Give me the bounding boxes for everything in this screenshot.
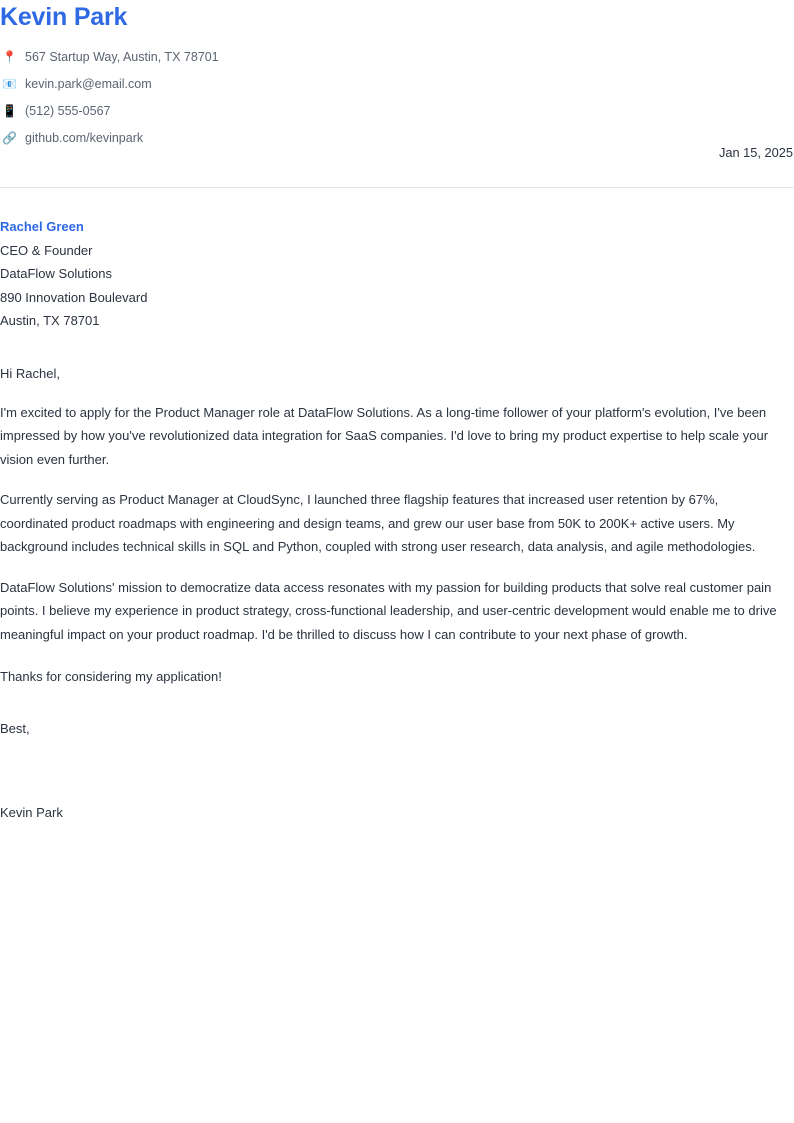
letter-header — [0, 0, 794, 188]
contact-row-address — [0, 44, 794, 71]
contact-phone-text[interactable]: (512) 555-0567 — [25, 104, 111, 118]
contact-list — [0, 44, 794, 152]
contact-row-email — [0, 71, 794, 98]
email-icon: 📧 — [2, 77, 17, 92]
contact-email-text[interactable]: kevin.park@email.com — [25, 77, 152, 91]
salutation: Hi Rachel, — [0, 365, 60, 381]
closing-note: Thanks for considering my application! — [0, 669, 222, 685]
recipient-city-state-zip: Austin, TX 78701 — [0, 313, 100, 329]
body-paragraph-3: DataFlow Solutions' mission to democratize data access resonates with my passion for building products that solve real customer pain points. I believe my experience in product strategy, cross-functional leadership, and user-centric development would enable me to drive meaningful impact on your product roadmap. I'd be thrilled to discuss how I can contribute to your next phase of growth. — [0, 579, 777, 642]
recipient-street: 890 Innovation Boulevard — [0, 289, 148, 305]
contact-website-text[interactable]: github.com/kevinpark — [25, 131, 144, 145]
signature-name: Kevin Park — [0, 805, 63, 821]
signature-space — [0, 739, 794, 802]
recipient-block — [0, 215, 794, 333]
phone-icon: 📱 — [2, 104, 17, 119]
contact-row-phone — [0, 98, 794, 125]
sender-name: Kevin Park — [0, 3, 128, 31]
link-icon: 🔗 — [2, 131, 17, 146]
recipient-company: DataFlow Solutions — [0, 266, 112, 282]
recipient-title: CEO & Founder — [0, 242, 93, 258]
location-pin-icon: 📍 — [2, 50, 17, 65]
letter-body — [0, 363, 794, 824]
header-divider — [0, 187, 794, 188]
letter-date: Jan 15, 2025 — [718, 144, 793, 160]
signoff: Best, — [0, 721, 30, 737]
body-paragraph-1: I'm excited to apply for the Product Manager role at DataFlow Solutions. As a long-time follower of your platform's evolution, I've been impressed by how you've revolutionized data integration for SaaS companies. I'd love to bring my product expertise to help scale your vision even further. — [0, 404, 769, 467]
contact-address-text: 567 Startup Way, Austin, TX 78701 — [25, 50, 219, 64]
body-paragraph-2: Currently serving as Product Manager at CloudSync, I launched three flagship features that increased user retention by 67%, coordinated product roadmaps with engineering and design teams, and grew our user base from 50K to 200K+ active users. My background includes technical skills in SQL and Python, coupled with strong user research, data analysis, and agile methodologies. — [0, 492, 756, 555]
recipient-name: Rachel Green — [0, 218, 84, 234]
